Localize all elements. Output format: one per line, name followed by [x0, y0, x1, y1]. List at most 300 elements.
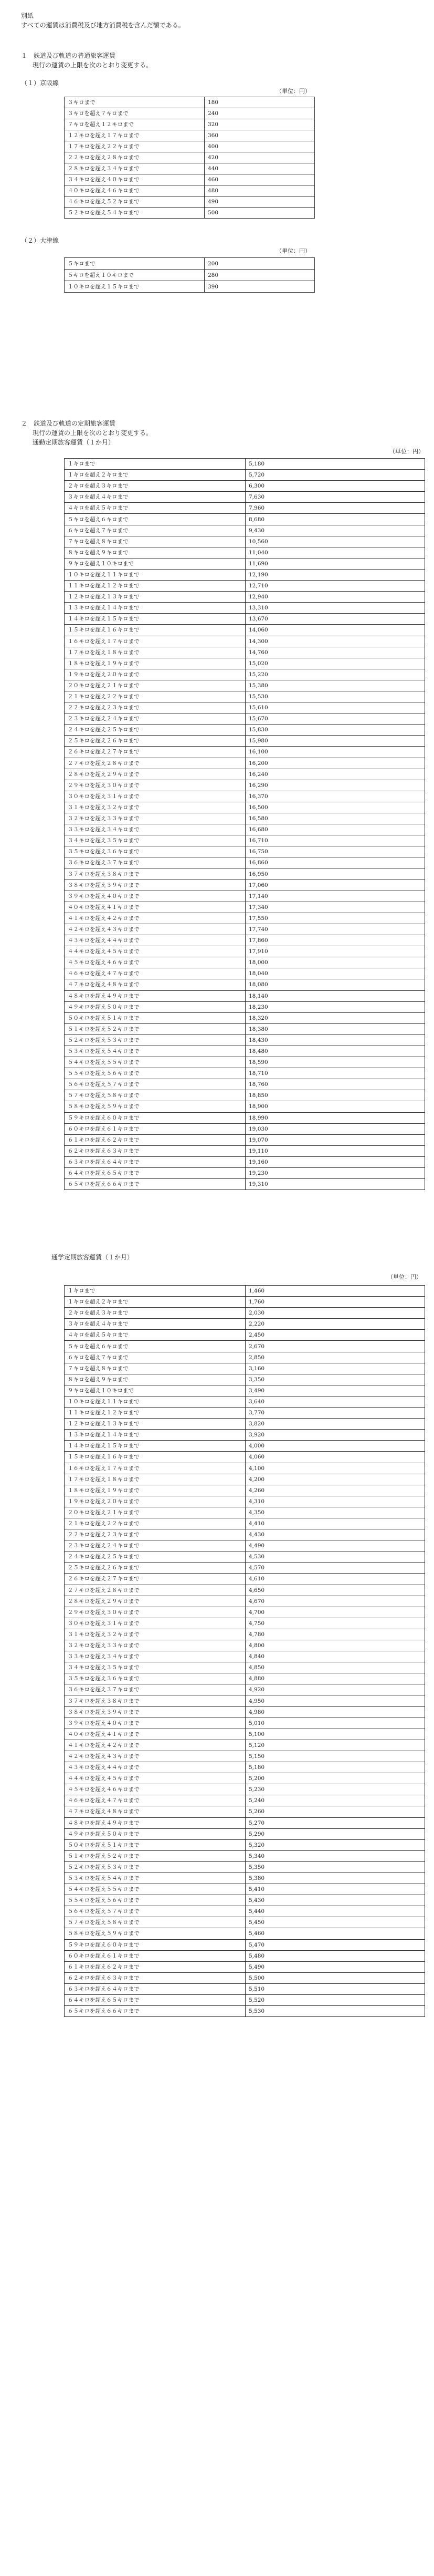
distance-range-cell: ５９キロを超え６０キロまで [65, 1112, 246, 1123]
table-row [65, 647, 425, 658]
table-row [65, 1795, 425, 1806]
distance-range-cell: ５１キロを超え５２キロまで [65, 1023, 246, 1034]
fare-amount-cell: 18,430 [246, 1034, 425, 1046]
fare-amount-cell: 4,310 [246, 1496, 425, 1507]
fare-amount-cell: 240 [205, 108, 315, 119]
fare-amount-cell: 5,450 [246, 1917, 425, 1928]
table-row [65, 1012, 425, 1023]
fare-amount-cell: 5,510 [246, 1983, 425, 1994]
table-row [65, 1839, 425, 1850]
table-row [65, 1319, 425, 1330]
fare-amount-cell: 490 [205, 196, 315, 208]
table-row [65, 470, 425, 481]
distance-range-cell: １６キロを超え１７キロまで [65, 636, 246, 647]
table-row [65, 1740, 425, 1751]
fare-amount-cell: 19,230 [246, 1168, 425, 1179]
distance-range-cell: １０キロを超え１１キロまで [65, 569, 246, 580]
distance-range-cell: ４０キロを超え４６キロまで [65, 185, 205, 196]
fare-amount-cell: 440 [205, 163, 315, 174]
fare-amount-cell: 4,880 [246, 1673, 425, 1684]
table-row [65, 935, 425, 946]
table-row [65, 1090, 425, 1101]
table-row [65, 702, 425, 713]
table-row [65, 1441, 425, 1452]
distance-range-cell: ２７キロを超え２８キロまで [65, 758, 246, 769]
distance-range-cell: ４０キロを超え４１キロまで [65, 902, 246, 913]
distance-range-cell: ６３キロを超え６４キロまで [65, 1156, 246, 1167]
fare-amount-cell: 15,830 [246, 725, 425, 736]
table-row [65, 281, 315, 293]
distance-range-cell: １７キロを超え１８キロまで [65, 647, 246, 658]
fare-amount-cell: 18,230 [246, 1001, 425, 1012]
fare-amount-cell: 4,100 [246, 1463, 425, 1474]
distance-range-cell: ４９キロを超え５０キロまで [65, 1001, 246, 1012]
fare-amount-cell: 4,530 [246, 1551, 425, 1563]
document-title: 別紙 [21, 12, 34, 19]
fare-amount-cell: 19,030 [246, 1123, 425, 1134]
distance-range-cell: ３９キロを超え４０キロまで [65, 891, 246, 902]
fare-amount-cell: 15,380 [246, 680, 425, 691]
table-row [65, 1001, 425, 1012]
distance-range-cell: ５４キロを超え５５キロまで [65, 1884, 246, 1895]
fare-amount-cell: 13,310 [246, 603, 425, 614]
distance-range-cell: ４５キロを超え４６キロまで [65, 957, 246, 968]
table-row [65, 1419, 425, 1430]
table-row [65, 614, 425, 625]
table-row [65, 1474, 425, 1485]
fare-amount-cell: 12,190 [246, 569, 425, 580]
fare-amount-cell: 4,670 [246, 1596, 425, 1607]
fare-amount-cell: 4,840 [246, 1651, 425, 1662]
fare-amount-cell: 7,960 [246, 503, 425, 514]
distance-range-cell: ６２キロを超え６３キロまで [65, 1972, 246, 1983]
distance-range-cell: ２８キロを超え２９キロまで [65, 1596, 246, 1607]
table-row [65, 747, 425, 758]
distance-range-cell: ２７キロを超え２８キロまで [65, 1585, 246, 1596]
fare-amount-cell: 16,710 [246, 835, 425, 846]
distance-range-cell: ２２キロを超え２８キロまで [65, 152, 205, 163]
fare-amount-cell: 3,920 [246, 1430, 425, 1441]
fare-amount-cell: 17,340 [246, 902, 425, 913]
distance-range-cell: ４３キロを超え４４キロまで [65, 935, 246, 946]
table-row [65, 1773, 425, 1784]
distance-range-cell: ２３キロを超え２４キロまで [65, 713, 246, 725]
distance-range-cell: ４６キロを超え４７キロまで [65, 968, 246, 979]
distance-range-cell: ３７キロを超え３８キロまで [65, 1695, 246, 1706]
distance-range-cell: ５０キロを超え５１キロまで [65, 1839, 246, 1850]
fare-amount-cell: 4,850 [246, 1662, 425, 1673]
distance-range-cell: ４キロを超え５キロまで [65, 1330, 246, 1341]
fare-amount-cell: 280 [205, 270, 315, 281]
table-row [65, 1861, 425, 1872]
table-row [65, 1651, 425, 1662]
fare-amount-cell: 18,380 [246, 1023, 425, 1034]
table-row [65, 1695, 425, 1706]
table-row [65, 1068, 425, 1079]
table-row [65, 736, 425, 747]
distance-range-cell: ３９キロを超え４０キロまで [65, 1718, 246, 1729]
fare-amount-cell: 2,850 [246, 1352, 425, 1363]
distance-range-cell: ３キロを超え７キロまで [65, 108, 205, 119]
distance-range-cell: ５５キロを超え５６キロまで [65, 1068, 246, 1079]
distance-range-cell: ３５キロを超え３６キロまで [65, 846, 246, 857]
fare-amount-cell: 12,940 [246, 592, 425, 603]
fare-amount-cell: 18,320 [246, 1012, 425, 1023]
distance-range-cell: ２９キロを超え３０キロまで [65, 1607, 246, 1618]
table-row [65, 846, 425, 857]
distance-range-cell: ２３キロを超え２４キロまで [65, 1540, 246, 1551]
table-row [65, 680, 425, 691]
distance-range-cell: ６０キロを超え６１キロまで [65, 1950, 246, 1961]
distance-range-cell: ３３キロを超え３４キロまで [65, 824, 246, 835]
distance-range-cell: ４６キロを超え４７キロまで [65, 1795, 246, 1806]
fare-amount-cell: 4,920 [246, 1684, 425, 1695]
distance-range-cell: １３キロを超え１４キロまで [65, 603, 246, 614]
table-row [65, 669, 425, 680]
distance-range-cell: １０キロを超え１１キロまで [65, 1396, 246, 1407]
fare-amount-cell: 4,750 [246, 1618, 425, 1629]
keihan-unit-label: （単位：円） [276, 88, 311, 95]
table-row [65, 769, 425, 780]
distance-range-cell: ５２キロを超え５４キロまで [65, 208, 205, 219]
table-row [65, 1607, 425, 1618]
table-row [65, 592, 425, 603]
distance-range-cell: ８キロを超え９キロまで [65, 1374, 246, 1385]
distance-range-cell: ２５キロを超え２６キロまで [65, 736, 246, 747]
distance-range-cell: ６５キロを超え６６キロまで [65, 1179, 246, 1190]
distance-range-cell: ３キロを超え４キロまで [65, 492, 246, 503]
table-row [65, 1396, 425, 1407]
table-row [65, 1684, 425, 1695]
table-row [65, 1928, 425, 1939]
table-row [65, 108, 315, 119]
fare-amount-cell: 500 [205, 208, 315, 219]
distance-range-cell: ３２キロを超え３３キロまで [65, 813, 246, 824]
distance-range-cell: ７キロを超え８キロまで [65, 1363, 246, 1374]
distance-range-cell: ６キロを超え７キロまで [65, 525, 246, 536]
table-row [65, 924, 425, 935]
distance-range-cell: ３４キロを超え４０キロまで [65, 174, 205, 185]
table-row [65, 791, 425, 802]
distance-range-cell: ７キロを超え８キロまで [65, 536, 246, 547]
table-row [65, 1496, 425, 1507]
table-row [65, 1995, 425, 2006]
distance-range-cell: ５７キロを超え５８キロまで [65, 1090, 246, 1101]
table-row [65, 1917, 425, 1928]
section1-subheading: 現行の運賃の上限を次のとおり変更する。 [33, 61, 153, 69]
table-row [65, 1518, 425, 1529]
distance-range-cell: ５４キロを超え５５キロまで [65, 1057, 246, 1068]
table-row [65, 1872, 425, 1884]
table-row [65, 957, 425, 968]
distance-range-cell: ２０キロを超え２１キロまで [65, 1507, 246, 1518]
fare-amount-cell: 4,490 [246, 1540, 425, 1551]
fare-amount-cell: 2,220 [246, 1319, 425, 1330]
fare-amount-cell: 15,020 [246, 658, 425, 669]
distance-range-cell: ３５キロを超え３６キロまで [65, 1673, 246, 1684]
fare-amount-cell: 18,000 [246, 957, 425, 968]
fare-amount-cell: 5,480 [246, 1950, 425, 1961]
intro-note: すべての運賃は消費税及び地方消費税を含んだ額である。 [21, 22, 185, 29]
school-fare-table [64, 1285, 425, 2017]
fare-amount-cell: 5,230 [246, 1784, 425, 1795]
table-row [65, 902, 425, 913]
table-row [65, 270, 315, 281]
fare-amount-cell: 420 [205, 152, 315, 163]
fare-amount-cell: 4,570 [246, 1563, 425, 1574]
table-row [65, 880, 425, 891]
table-row [65, 481, 425, 492]
table-row [65, 1168, 425, 1179]
distance-range-cell: １７キロを超え２２キロまで [65, 141, 205, 152]
distance-range-cell: １９キロを超え２０キロまで [65, 1496, 246, 1507]
distance-range-cell: １０キロを超え１５キロまで [65, 281, 205, 293]
fare-amount-cell: 390 [205, 281, 315, 293]
table-row [65, 1485, 425, 1496]
fare-amount-cell: 18,040 [246, 968, 425, 979]
distance-range-cell: ８キロを超え９キロまで [65, 547, 246, 558]
fare-amount-cell: 16,500 [246, 802, 425, 813]
table-row [65, 835, 425, 846]
table-row [65, 1563, 425, 1574]
distance-range-cell: １７キロを超え１８キロまで [65, 1474, 246, 1485]
fare-amount-cell: 5,290 [246, 1828, 425, 1839]
distance-range-cell: ５２キロを超え５３キロまで [65, 1861, 246, 1872]
distance-range-cell: ３８キロを超え３９キロまで [65, 880, 246, 891]
table-row [65, 1134, 425, 1145]
table-row [65, 1297, 425, 1308]
section1-heading: １ 鉄道及び軌道の普通旅客運賃 [21, 52, 116, 59]
fare-amount-cell: 11,690 [246, 558, 425, 569]
distance-range-cell: ２６キロを超え２７キロまで [65, 747, 246, 758]
table-row [65, 979, 425, 990]
table-row [65, 581, 425, 592]
distance-range-cell: ５７キロを超え５８キロまで [65, 1917, 246, 1928]
table-row [65, 824, 425, 835]
table-row [65, 1363, 425, 1374]
fare-amount-cell: 1,460 [246, 1286, 425, 1297]
table-row [65, 1596, 425, 1607]
table-row [65, 1430, 425, 1441]
distance-range-cell: ２０キロを超え２１キロまで [65, 680, 246, 691]
distance-range-cell: ４９キロを超え５０キロまで [65, 1828, 246, 1839]
fare-amount-cell: 5,500 [246, 1972, 425, 1983]
table-row [65, 1330, 425, 1341]
table-row [65, 1972, 425, 1983]
table-row [65, 514, 425, 525]
fare-amount-cell: 5,180 [246, 1762, 425, 1773]
fare-amount-cell: 1,760 [246, 1297, 425, 1308]
distance-range-cell: ５８キロを超え５９キロまで [65, 1101, 246, 1112]
fare-amount-cell: 6,300 [246, 481, 425, 492]
distance-range-cell: ４７キロを超え４８キロまで [65, 979, 246, 990]
table-row [65, 1046, 425, 1057]
distance-range-cell: ２キロを超え３キロまで [65, 1308, 246, 1319]
distance-range-cell: ６３キロを超え６４キロまで [65, 1983, 246, 1994]
distance-range-cell: ３６キロを超え３７キロまで [65, 1684, 246, 1695]
distance-range-cell: ４０キロを超え４１キロまで [65, 1729, 246, 1740]
table-row [65, 1057, 425, 1068]
table-row [65, 2006, 425, 2017]
distance-range-cell: ２１キロを超え２２キロまで [65, 1518, 246, 1529]
fare-amount-cell: 4,200 [246, 1474, 425, 1485]
distance-range-cell: ４３キロを超え４４キロまで [65, 1762, 246, 1773]
fare-amount-cell: 5,530 [246, 2006, 425, 2017]
distance-range-cell: ４６キロを超え５２キロまで [65, 196, 205, 208]
fare-amount-cell: 17,550 [246, 913, 425, 924]
table-row [65, 780, 425, 791]
distance-range-cell: ２５キロを超え２６キロまで [65, 1563, 246, 1574]
distance-range-cell: ４２キロを超え４３キロまで [65, 924, 246, 935]
table-row [65, 1145, 425, 1156]
fare-amount-cell: 19,070 [246, 1134, 425, 1145]
distance-range-cell: ５キロを超え６キロまで [65, 1341, 246, 1352]
table-row [65, 691, 425, 702]
distance-range-cell: ４２キロを超え４３キロまで [65, 1751, 246, 1762]
table-row [65, 1906, 425, 1917]
fare-amount-cell: 16,200 [246, 758, 425, 769]
distance-range-cell: ２８キロを超え２９キロまで [65, 769, 246, 780]
table-row [65, 1961, 425, 1972]
distance-range-cell: ３４キロを超え３５キロまで [65, 835, 246, 846]
table-row [65, 1618, 425, 1629]
distance-range-cell: ５キロまで [65, 258, 205, 270]
table-row [65, 1729, 425, 1740]
fare-amount-cell: 3,350 [246, 1374, 425, 1385]
fare-amount-cell: 5,320 [246, 1839, 425, 1850]
distance-range-cell: １２キロを超え１３キロまで [65, 592, 246, 603]
distance-range-cell: ３６キロを超え３７キロまで [65, 857, 246, 868]
distance-range-cell: ６キロを超え７キロまで [65, 1352, 246, 1363]
table-row [65, 913, 425, 924]
table-row [65, 1156, 425, 1167]
distance-range-cell: ３０キロを超え３１キロまで [65, 1618, 246, 1629]
otsu-line-label: （２）大津線 [21, 237, 59, 244]
keihan-fare-table [64, 97, 315, 219]
distance-range-cell: ５５キロを超え５６キロまで [65, 1895, 246, 1906]
distance-range-cell: １２キロを超え１３キロまで [65, 1419, 246, 1430]
table-row [65, 208, 315, 219]
table-row [65, 130, 315, 141]
fare-amount-cell: 5,120 [246, 1740, 425, 1751]
fare-amount-cell: 5,100 [246, 1729, 425, 1740]
distance-range-cell: ４５キロを超え４６キロまで [65, 1784, 246, 1795]
distance-range-cell: １キロを超え２キロまで [65, 1297, 246, 1308]
fare-amount-cell: 5,380 [246, 1872, 425, 1884]
otsu-fare-table [64, 257, 315, 293]
table-row [65, 1452, 425, 1463]
fare-amount-cell: 15,220 [246, 669, 425, 680]
table-row [65, 97, 315, 108]
distance-range-cell: １９キロを超え２０キロまで [65, 669, 246, 680]
distance-range-cell: ３２キロを超え３３キロまで [65, 1640, 246, 1651]
fare-amount-cell: 17,060 [246, 880, 425, 891]
fare-amount-cell: 16,950 [246, 868, 425, 880]
fare-amount-cell: 3,770 [246, 1408, 425, 1419]
commute-unit-label: （単位：円） [389, 448, 424, 455]
distance-range-cell: ２８キロを超え３４キロまで [65, 163, 205, 174]
fare-amount-cell: 3,820 [246, 1419, 425, 1430]
table-row [65, 603, 425, 614]
table-row [65, 857, 425, 868]
distance-range-cell: ３１キロを超え３２キロまで [65, 802, 246, 813]
distance-range-cell: １１キロを超え１２キロまで [65, 581, 246, 592]
table-row [65, 1079, 425, 1090]
fare-amount-cell: 15,670 [246, 713, 425, 725]
distance-range-cell: ９キロを超え１０キロまで [65, 1385, 246, 1396]
distance-range-cell: ６４キロを超え６５キロまで [65, 1995, 246, 2006]
table-row [65, 569, 425, 580]
fare-amount-cell: 320 [205, 119, 315, 130]
table-row [65, 968, 425, 979]
fare-amount-cell: 5,260 [246, 1806, 425, 1817]
fare-amount-cell: 18,480 [246, 1046, 425, 1057]
table-row [65, 459, 425, 470]
table-row [65, 725, 425, 736]
distance-range-cell: ２４キロを超え２５キロまで [65, 1551, 246, 1563]
table-row [65, 1673, 425, 1684]
distance-range-cell: ５３キロを超え５４キロまで [65, 1046, 246, 1057]
distance-range-cell: ２２キロを超え２３キロまで [65, 1529, 246, 1540]
section2-subheading: 現行の運賃の上限を次のとおり変更する。 [33, 429, 153, 437]
distance-range-cell: ５８キロを超え５９キロまで [65, 1928, 246, 1939]
table-row [65, 713, 425, 725]
fare-amount-cell: 17,740 [246, 924, 425, 935]
distance-range-cell: ４８キロを超え４９キロまで [65, 1817, 246, 1828]
distance-range-cell: １２キロを超え１７キロまで [65, 130, 205, 141]
table-row [65, 174, 315, 185]
fare-amount-cell: 3,490 [246, 1385, 425, 1396]
distance-range-cell: ５６キロを超え５７キロまで [65, 1079, 246, 1090]
table-row [65, 802, 425, 813]
distance-range-cell: １６キロを超え１７キロまで [65, 1463, 246, 1474]
table-row [65, 547, 425, 558]
distance-range-cell: ２２キロを超え２３キロまで [65, 702, 246, 713]
fare-amount-cell: 17,860 [246, 935, 425, 946]
table-row [65, 1374, 425, 1385]
distance-range-cell: ９キロを超え１０キロまで [65, 558, 246, 569]
distance-range-cell: ２９キロを超え３０キロまで [65, 780, 246, 791]
distance-range-cell: ４４キロを超え４５キロまで [65, 1773, 246, 1784]
fare-amount-cell: 5,200 [246, 1773, 425, 1784]
distance-range-cell: ２４キロを超え２５キロまで [65, 725, 246, 736]
fare-amount-cell: 5,470 [246, 1939, 425, 1950]
fare-amount-cell: 2,030 [246, 1308, 425, 1319]
fare-amount-cell: 5,150 [246, 1751, 425, 1762]
fare-amount-cell: 18,080 [246, 979, 425, 990]
fare-amount-cell: 16,680 [246, 824, 425, 835]
table-row [65, 152, 315, 163]
fare-amount-cell: 400 [205, 141, 315, 152]
distance-range-cell: ５２キロを超え５３キロまで [65, 1034, 246, 1046]
distance-range-cell: ６４キロを超え６５キロまで [65, 1168, 246, 1179]
table-row [65, 990, 425, 1001]
distance-range-cell: ６０キロを超え６１キロまで [65, 1123, 246, 1134]
table-row [65, 1640, 425, 1651]
distance-range-cell: ３１キロを超え３２キロまで [65, 1629, 246, 1640]
table-row [65, 1408, 425, 1419]
distance-range-cell: ３８キロを超え３９キロまで [65, 1706, 246, 1718]
fare-amount-cell: 18,900 [246, 1101, 425, 1112]
distance-range-cell: ６１キロを超え６２キロまで [65, 1134, 246, 1145]
fare-amount-cell: 12,710 [246, 581, 425, 592]
distance-range-cell: １キロまで [65, 1286, 246, 1297]
fare-amount-cell: 9,430 [246, 525, 425, 536]
fare-amount-cell: 5,440 [246, 1906, 425, 1917]
distance-range-cell: ３０キロを超え３１キロまで [65, 791, 246, 802]
table-row [65, 1123, 425, 1134]
distance-range-cell: ７キロを超え１２キロまで [65, 119, 205, 130]
